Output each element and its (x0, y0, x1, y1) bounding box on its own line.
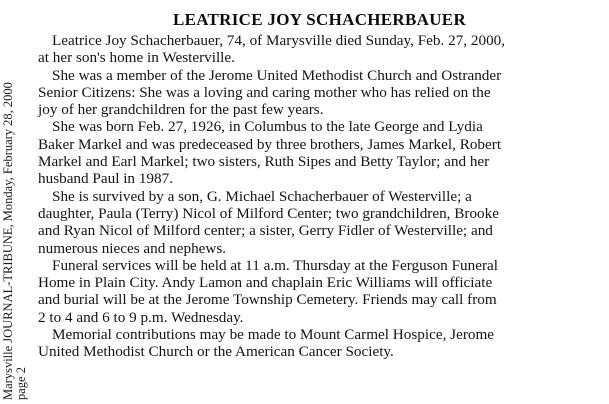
source-caption-publication: Marysville JOURNAL-TRIBUNE, Monday, February 28, 2000 (1, 82, 15, 400)
text-line: daughter, Paula (Terry) Nicol of Milford Center; two grandchildren, Brooke (38, 204, 499, 222)
text-line: Home in Plain City. Andy Lamon and chaplain Eric Williams will officiate (38, 274, 493, 292)
text-line: Funeral services will be held at 11 a.m. Thursday at the Ferguson Funeral (52, 256, 498, 274)
text-line: at her son's home in Westerville. (38, 49, 235, 67)
paragraph-membership (38, 67, 608, 119)
source-caption-page: page 2 (14, 367, 28, 400)
text-line: 2 to 4 and 6 to 9 p.m. Wednesday. (38, 308, 244, 326)
paragraph-services (38, 257, 608, 326)
text-line: joy of her grandchildren for the past few years. (38, 101, 324, 119)
text-line: and burial will be at the Jerome Township Cemetery. Friends may call from (38, 291, 497, 309)
paragraph-memorials (38, 326, 608, 361)
text-line: She is survived by a son, G. Michael Schacherbauer of Westerville; a (52, 187, 472, 205)
obituary-body (38, 32, 608, 361)
text-line: United Methodist Church or the American Cancer Society. (38, 343, 394, 361)
paragraph-death-notice (38, 32, 608, 67)
paragraph-birth-family (38, 118, 608, 187)
text-line: Leatrice Joy Schacherbauer, 74, of Marysville died Sunday, Feb. 27, 2000, (52, 32, 506, 49)
text-line: and Ryan Nicol of Milford center; a sister, Gerry Fidler of Westerville; and (38, 222, 493, 240)
text-line: husband Paul in 1987. (38, 170, 173, 188)
text-line: She was a member of the Jerome United Methodist Church and Ostrander (52, 66, 502, 84)
source-caption (2, 82, 28, 400)
text-line: Baker Markel and was predeceased by three brothers, James Markel, Robert (38, 135, 502, 153)
text-line: Senior Citizens: She was a loving and caring mother who has relied on the (38, 83, 491, 101)
text-line: She was born Feb. 27, 1926, in Columbus to the late George and Lydia (52, 118, 483, 136)
obituary-headline: LEATRICE JOY SCHACHERBAUER (172, 10, 467, 29)
paragraph-survivors (38, 188, 608, 257)
text-line: Markel and Earl Markel; two sisters, Ruth Sipes and Betty Taylor; and her (38, 153, 490, 171)
text-line: Memorial contributions may be made to Mount Carmel Hospice, Jerome (52, 326, 495, 344)
text-line: numerous nieces and nephews. (38, 239, 227, 257)
